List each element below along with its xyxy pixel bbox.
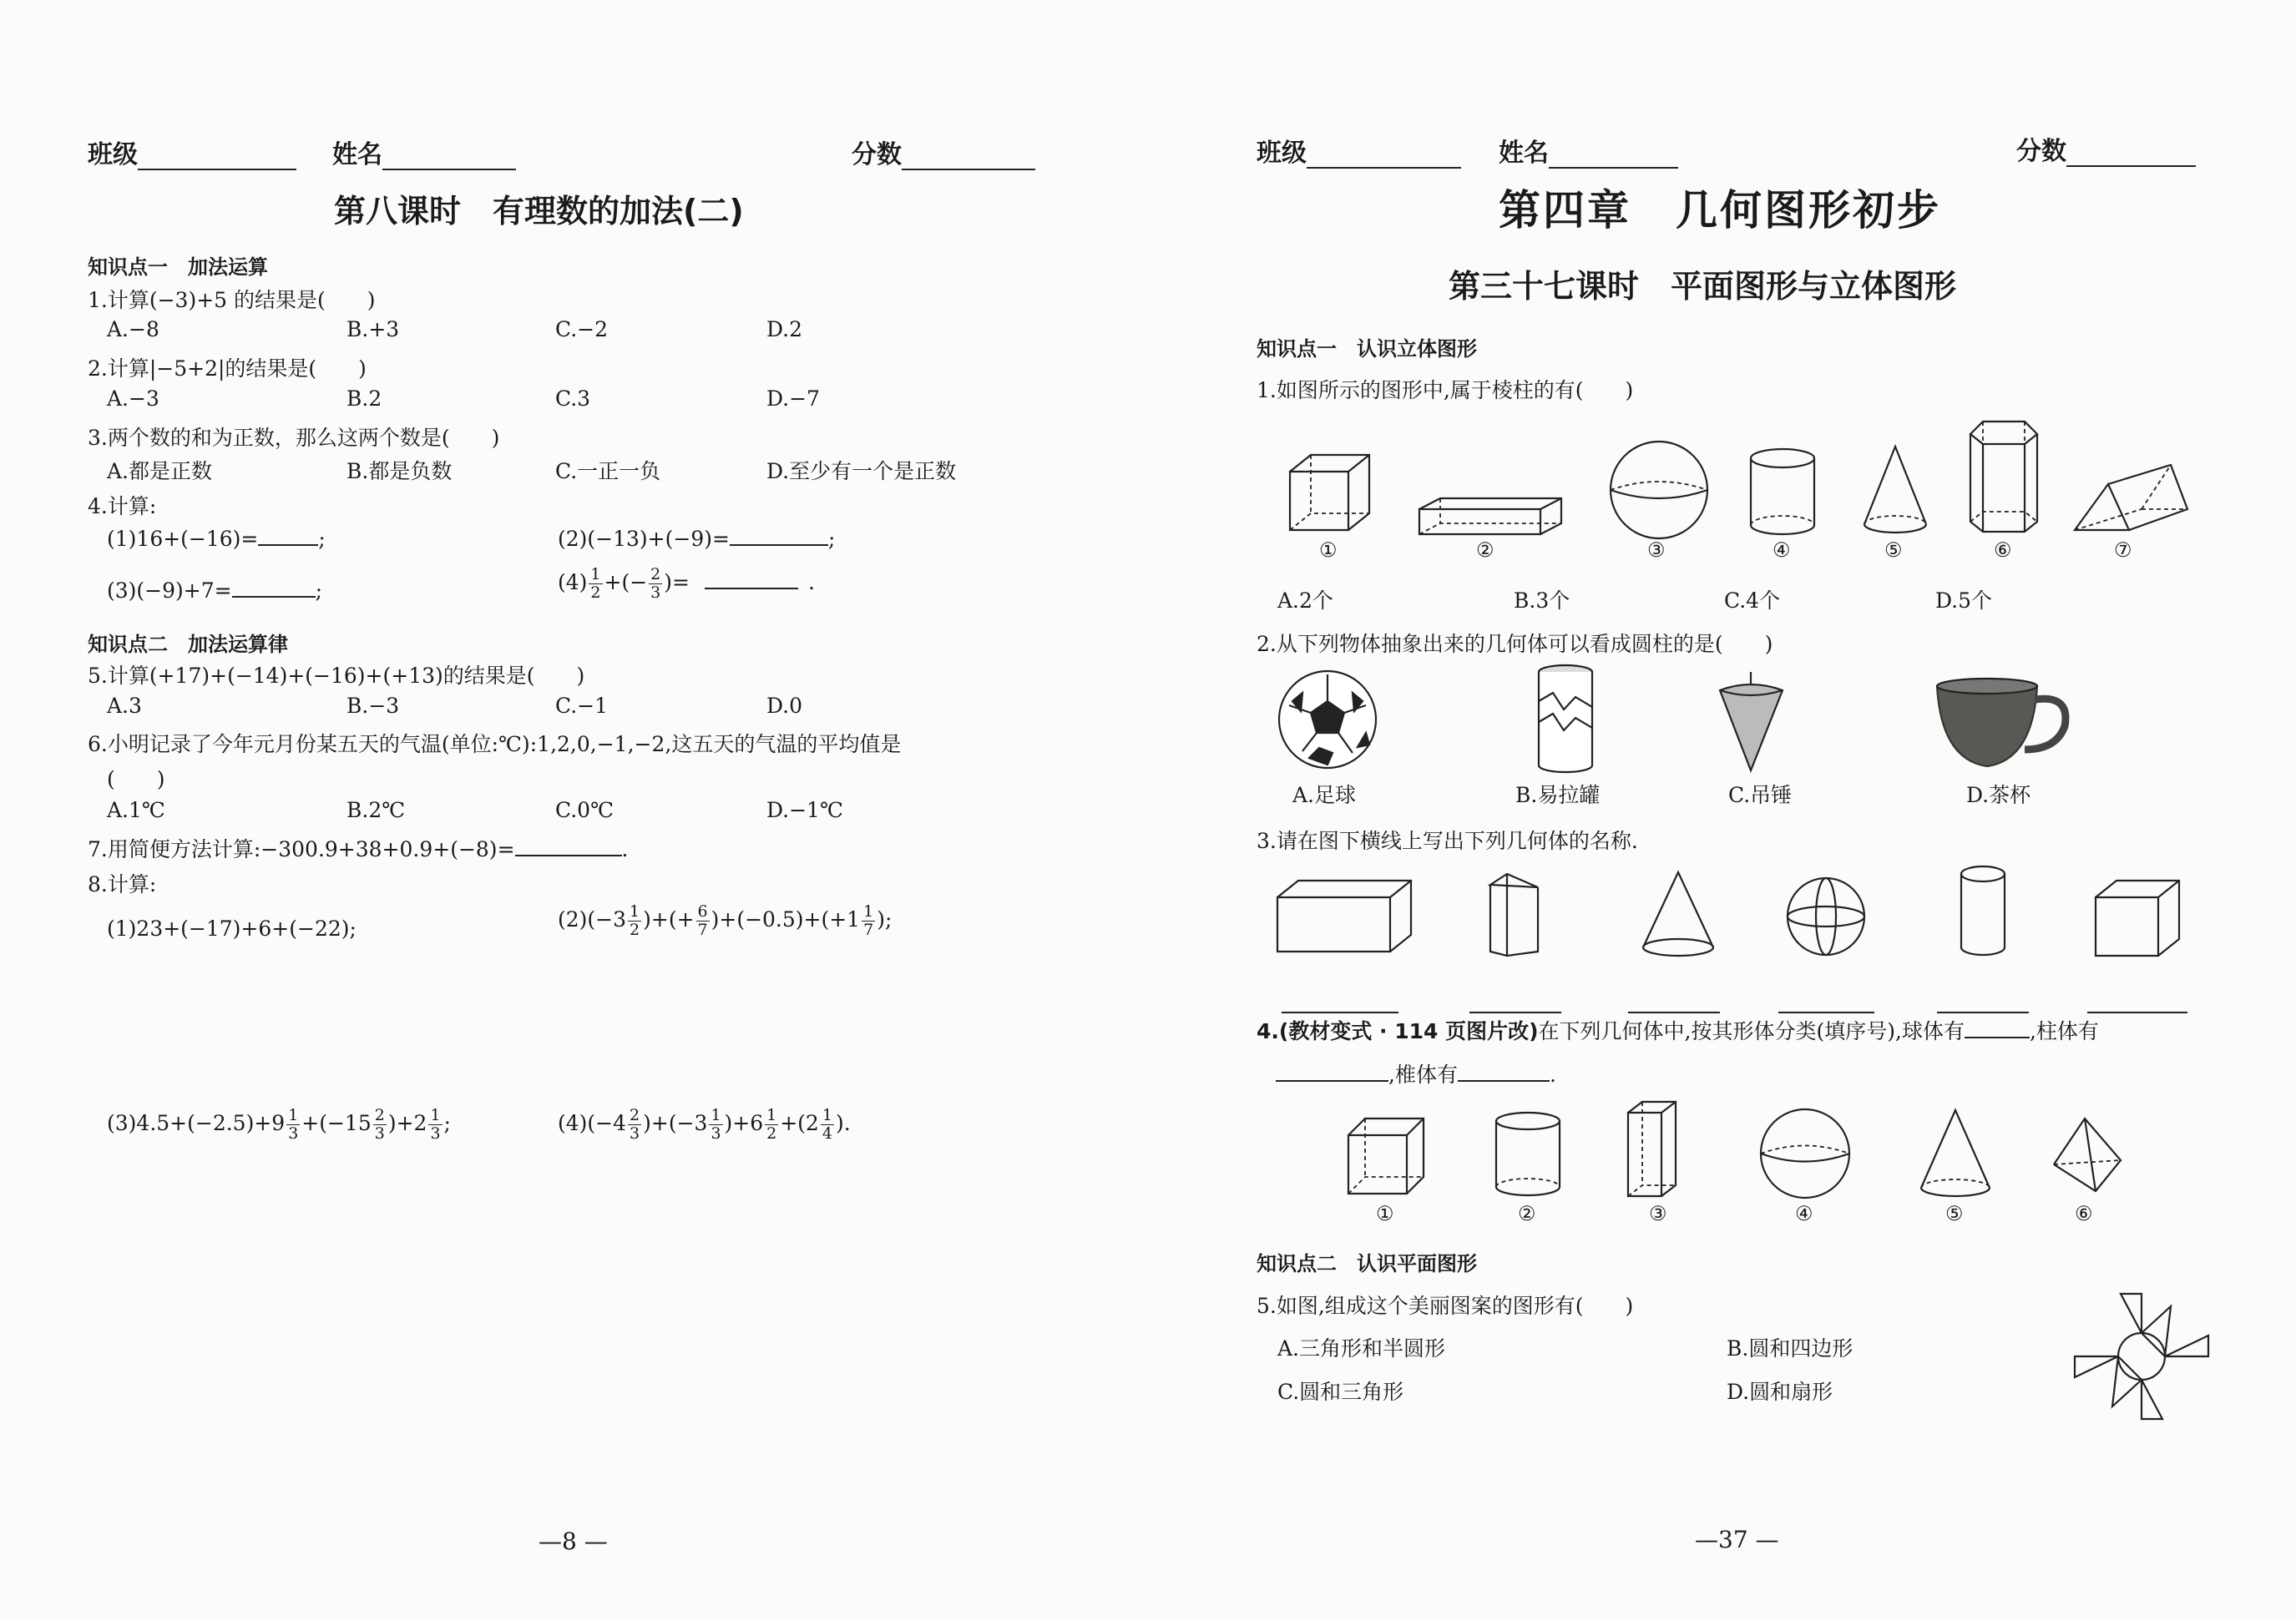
score-field: 分数 — [2016, 130, 2196, 167]
question-6-stem: 6.小明记录了今年元月份某五天的气温(单位:℃):1,2,0,−1,−2,这五天的气温的平均值是 — [88, 732, 902, 756]
sphere-figure — [1784, 875, 1868, 958]
option[interactable]: B.−3 — [346, 694, 400, 718]
question-4-part-2: (2)(−13)+(−9)= ; — [558, 527, 836, 551]
knowledge-point-2: 知识点二 认识平面图形 — [1257, 1252, 1477, 1275]
fraction: $\frac{1}{3}$ — [430, 1106, 441, 1143]
answer-blank[interactable] — [258, 526, 318, 546]
figure-label: ② — [1476, 538, 1494, 562]
name-field: 姓名 — [332, 134, 516, 170]
figure-label: ① — [1319, 538, 1338, 562]
figure-label: ③ — [1647, 538, 1666, 562]
fraction: $\frac{1}{2}$ — [766, 1106, 777, 1143]
option[interactable]: C.0℃ — [555, 798, 614, 822]
question-3-stem: 3.请在图下横线上写出下列几何体的名称. — [1257, 829, 1638, 853]
answer-blank[interactable] — [1628, 993, 1720, 1017]
option[interactable]: C.−1 — [555, 694, 609, 718]
fraction: $\frac{1}{4}$ — [822, 1106, 832, 1143]
option[interactable]: D.0 — [766, 694, 803, 718]
fraction: $\frac{1}{3}$ — [711, 1106, 721, 1143]
name-blank[interactable] — [1549, 142, 1678, 169]
score-blank[interactable] — [2066, 140, 2196, 167]
figure-label: ① — [1376, 1202, 1394, 1225]
option[interactable]: D.2 — [766, 317, 803, 341]
question-8-part-1: (1)23+(−17)+6+(−22); — [107, 917, 357, 941]
figure-label: ⑤ — [1945, 1202, 1964, 1225]
plumb-bob-icon — [1716, 672, 1787, 776]
cone-figure — [1916, 1106, 1995, 1202]
question-5-stem: 5.计算(+17)+(−14)+(−16)+(+13)的结果是( ) — [88, 664, 585, 688]
answer-blank[interactable] — [1965, 1018, 2030, 1038]
question-2-stem: 2.从下列物体抽象出来的几何体可以看成圆柱的是( ) — [1257, 632, 1773, 656]
soccer-ball-icon — [1276, 668, 1380, 772]
question-3-stem: 3.两个数的和为正数，那么这两个数是( ) — [88, 426, 500, 450]
triangular-prism-figure — [2071, 463, 2192, 538]
right-page — [1202, 0, 2296, 1621]
option[interactable]: D.茶杯 — [1966, 783, 2031, 807]
class-field: 班级 — [88, 134, 296, 170]
triangular-prism-figure — [1486, 872, 1545, 960]
option[interactable]: C.一正一负 — [555, 459, 661, 483]
cylinder-figure — [1490, 1110, 1565, 1202]
option[interactable]: D.−1℃ — [766, 798, 843, 822]
score-field: 分数 — [852, 134, 1035, 170]
option[interactable]: D.5个 — [1935, 588, 1993, 613]
answer-blank[interactable] — [1458, 1062, 1550, 1082]
option[interactable]: A.都是正数 — [107, 459, 213, 483]
figure-label: ③ — [1649, 1202, 1667, 1225]
figure-label: ④ — [1795, 1202, 1813, 1225]
hexagonal-prism-figure — [1966, 417, 2041, 538]
cuboid-figure — [1415, 497, 1565, 538]
cone-figure — [1858, 442, 1933, 538]
fraction: $\frac{2}{3}$ — [630, 1106, 640, 1143]
name-field: 姓名 — [1499, 132, 1678, 169]
option[interactable]: A.−3 — [107, 386, 159, 411]
cone-figure — [1636, 868, 1720, 960]
fraction: $\frac{2}{3}$ — [374, 1106, 385, 1143]
score-blank[interactable] — [902, 144, 1035, 170]
answer-blank[interactable] — [705, 569, 798, 589]
sphere-figure — [1607, 438, 1712, 543]
soda-can-icon — [1532, 664, 1599, 776]
question-4-stem: 4.计算: — [88, 494, 157, 518]
option[interactable]: D.−7 — [766, 386, 820, 411]
answer-blank[interactable] — [2087, 993, 2187, 1017]
class-blank[interactable] — [1307, 142, 1461, 169]
fraction: $\frac{1}{7}$ — [863, 902, 874, 939]
cuboid-figure — [1273, 876, 1415, 956]
pinwheel-pattern-figure — [2071, 1290, 2213, 1423]
option[interactable]: B.2℃ — [346, 798, 406, 822]
name-blank[interactable] — [382, 144, 516, 170]
fraction: $\frac{1}{2}$ — [630, 902, 640, 939]
question-2-stem: 2.计算|−5+2|的结果是( ) — [88, 356, 367, 381]
question-4-part-4: (4) $\frac{1}{2}$ +(− $\frac{2}{3}$ )= . — [558, 565, 815, 602]
question-4-part-3: (3)(−9)+7= ; — [107, 578, 323, 603]
question-1-stem: 1.如图所示的图形中,属于棱柱的有( ) — [1257, 378, 1634, 402]
rectangular-prism-figure — [1624, 1098, 1682, 1202]
option[interactable]: A.1℃ — [107, 798, 165, 822]
figure-label: ⑥ — [1994, 538, 2012, 562]
option[interactable]: B.易拉罐 — [1515, 783, 1601, 807]
cylinder-figure — [1745, 447, 1820, 538]
figure-label: ④ — [1773, 538, 1791, 562]
option[interactable]: A.三角形和半圆形 — [1277, 1336, 1446, 1361]
knowledge-point-1: 知识点一 认识立体图形 — [1257, 337, 1477, 361]
answer-blank[interactable] — [232, 578, 316, 598]
option[interactable]: B.3个 — [1514, 588, 1570, 613]
option[interactable]: D.圆和扇形 — [1727, 1380, 1833, 1404]
fraction: $\frac{1}{2}$ — [590, 565, 601, 602]
option[interactable]: B.+3 — [346, 317, 400, 341]
figure-label: ⑥ — [2075, 1202, 2093, 1225]
answer-blank[interactable] — [1469, 993, 1561, 1017]
question-4-stem-cont: ,椎体有 . — [1276, 1058, 1556, 1088]
answer-blank[interactable] — [730, 526, 828, 546]
chapter-title: 第四章 几何图形初步 — [1499, 186, 1941, 235]
figure-label: ⑦ — [2114, 538, 2132, 562]
teacup-icon — [1933, 676, 2075, 772]
sphere-figure — [1757, 1106, 1853, 1202]
cylinder-figure — [1958, 864, 2008, 960]
fraction: $\frac{1}{3}$ — [288, 1106, 299, 1143]
question-4-stem: 4.(教材变式 · 114 页图片改)在下列几何体中,按其形体分类(填序号),球体有 ,柱体有 — [1257, 1019, 2099, 1043]
figure-label: ⑤ — [1884, 538, 1903, 562]
cube-figure — [1286, 451, 1378, 534]
answer-blank[interactable] — [1937, 993, 2029, 1017]
option[interactable]: B.都是负数 — [346, 459, 453, 483]
option[interactable]: C.4个 — [1724, 588, 1781, 613]
question-7: 7.用简便方法计算:−300.9+38+0.9+(−8)= . — [88, 837, 629, 861]
question-4-part-1: (1)16+(−16)= ; — [107, 527, 326, 551]
page-number: —37 — — [1695, 1526, 1779, 1553]
cube-figure — [2091, 876, 2183, 960]
option[interactable]: A.3 — [107, 694, 142, 718]
question-5-stem: 5.如图,组成这个美丽图案的图形有( ) — [1257, 1294, 1634, 1318]
lesson-title: 第三十七课时 平面图形与立体图形 — [1449, 268, 1957, 305]
lesson-title: 第八课时 有理数的加法(二) — [334, 193, 744, 230]
knowledge-point-1: 知识点一 加法运算 — [88, 255, 268, 279]
option[interactable]: C.3 — [555, 386, 591, 411]
page-number: —8 — — [539, 1528, 608, 1555]
question-1-stem: 1.计算(−3)+5 的结果是( ) — [88, 288, 376, 312]
figure-label: ② — [1518, 1202, 1536, 1225]
question-8-part-2: (2)(−3 $\frac{1}{2}$ )+(+ $\frac{6}{7}$ )+(−0.5)+(+1 $\frac{1}{7}$ ); — [558, 902, 893, 939]
question-8-part-3: (3)4.5+(−2.5)+9 $\frac{1}{3}$ +(−15 $\frac{2}{3}$ )+2 $\frac{1}{3}$ ; — [107, 1106, 451, 1143]
option[interactable]: C.−2 — [555, 317, 609, 341]
knowledge-point-2: 知识点二 加法运算律 — [88, 633, 288, 656]
pyramid-figure — [2050, 1114, 2125, 1198]
option[interactable]: C.吊锤 — [1728, 783, 1793, 807]
answer-blank[interactable] — [1276, 1062, 1388, 1082]
option[interactable]: A.−8 — [107, 317, 159, 341]
answer-blank[interactable] — [1282, 993, 1398, 1017]
class-blank[interactable] — [138, 144, 296, 170]
option[interactable]: D.至少有一个是正数 — [766, 459, 957, 483]
fraction: $\frac{2}{3}$ — [650, 565, 661, 602]
fraction: $\frac{6}{7}$ — [697, 902, 708, 939]
question-8-stem: 8.计算: — [88, 872, 157, 896]
question-6-bracket: ( ) — [107, 767, 165, 791]
option[interactable]: A.足球 — [1292, 783, 1357, 807]
option[interactable]: A.2个 — [1277, 588, 1333, 613]
question-8-part-4: (4)(−4 $\frac{2}{3}$ )+(−3 $\frac{1}{3}$ )+6 $\frac{1}{2}$ +(2 $\frac{1}{4}$ ). — [558, 1106, 851, 1143]
option[interactable]: B.圆和四边形 — [1727, 1336, 1853, 1361]
option[interactable]: C.圆和三角形 — [1277, 1380, 1404, 1404]
option[interactable]: B.2 — [346, 386, 382, 411]
answer-blank[interactable] — [515, 836, 622, 856]
cube-figure — [1344, 1114, 1428, 1198]
class-field: 班级 — [1257, 132, 1461, 169]
answer-blank[interactable] — [1778, 993, 1874, 1017]
